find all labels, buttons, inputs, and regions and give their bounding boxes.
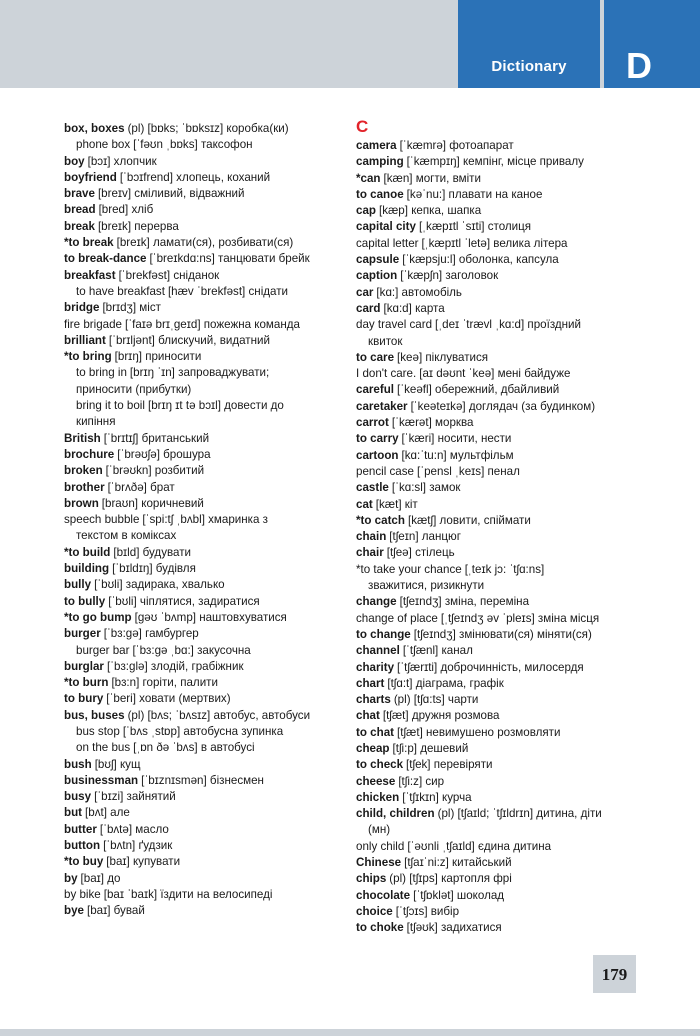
dictionary-entry	[64, 643, 346, 659]
headword: cartoon	[356, 448, 399, 462]
transcription-translation: [ˈkeəteɪkə] доглядач (за будинком)	[410, 399, 596, 413]
transcription-translation: [gəʊ ˈbʌmp] наштовхуватися	[134, 610, 287, 624]
headword: broken	[64, 464, 103, 478]
headword: but	[64, 806, 83, 820]
transcription-translation: [ˈbʌs ˌstɒp] автобусна зупинка	[122, 724, 284, 738]
dictionary-entry	[356, 219, 646, 235]
dictionary-entry	[64, 822, 346, 838]
transcription-translation: [ˈbrəʊkn] розбитий	[105, 464, 205, 478]
transcription-translation: [bɪld] будувати	[113, 545, 192, 559]
dictionary-entry	[64, 594, 346, 610]
dictionary-entry	[64, 219, 346, 235]
headword: charts	[356, 693, 391, 707]
dictionary-entry	[356, 529, 646, 545]
transcription-translation: [ˈkæpʃn] заголовок	[400, 269, 499, 283]
transcription-translation: [kæn] могти, вміти	[383, 171, 481, 185]
transcription-translation: [ˈfaɪə brɪˌgeɪd] пожежна команда	[125, 317, 300, 331]
headword: bus, buses	[64, 708, 125, 722]
transcription-translation: [bɜ:n] горіти, палити	[111, 676, 218, 690]
section-title: Dictionary	[491, 58, 567, 75]
headword: chain	[356, 530, 387, 544]
dictionary-entry	[356, 301, 646, 317]
headword: bread	[64, 203, 96, 217]
headword: to bring in	[76, 366, 127, 380]
headword: *to build	[64, 545, 111, 559]
headword: to bully	[64, 594, 106, 608]
headword: bully	[64, 578, 92, 592]
transcription-translation: [kɑ:] автомобіль	[376, 285, 462, 299]
headword: chat	[356, 709, 380, 723]
headword: burglar	[64, 659, 104, 673]
section-title-tab	[458, 0, 600, 88]
headword: I don't care.	[356, 367, 417, 381]
entry-continuation: кипіння	[76, 415, 116, 429]
transcription-translation: [ˌteɪk jɔ: ˈtʃɑ:ns]	[464, 562, 545, 576]
transcription-translation: [ˌkæpɪtl ˈletə] велика літера	[421, 236, 568, 250]
transcription-translation: [ˈbɜ:glə] злодій, грабіжник	[106, 659, 244, 673]
dictionary-entry	[356, 268, 646, 284]
headword: boy	[64, 154, 85, 168]
left-column	[64, 121, 346, 920]
transcription-translation: [ˈtʃɪkɪn] курча	[402, 790, 472, 804]
headword: boyfriend	[64, 170, 117, 184]
transcription-translation: [hæv ˈbrekfəst] снідати	[167, 284, 289, 298]
dictionary-entry	[64, 431, 346, 447]
transcription-translation: [tʃi:p] дешевий	[392, 741, 469, 755]
headword: brown	[64, 496, 99, 510]
dictionary-entry	[356, 627, 646, 643]
transcription-translation: [ˌɒn ðə ˈbʌs] в автобусі	[133, 741, 255, 755]
dictionary-entry	[356, 855, 646, 871]
transcription-translation: [breɪv] сміливий, відважний	[97, 187, 245, 201]
headword: brilliant	[64, 333, 106, 347]
transcription-translation: [tʃaɪˈni:z] китайський	[404, 856, 512, 870]
transcription-translation: [tʃeɪn] ланцюг	[389, 530, 461, 544]
dictionary-entry	[356, 562, 646, 578]
transcription-translation: [ˈbʌtn] ґудзик	[103, 839, 173, 853]
transcription-translation: [ˈbrəʊʃə] брошура	[117, 447, 211, 461]
dictionary-entry	[356, 480, 646, 496]
transcription-translation: [tʃek] перевіряти	[406, 758, 493, 772]
dictionary-entry	[64, 202, 346, 218]
headword: choice	[356, 904, 393, 918]
dictionary-entry	[64, 724, 346, 740]
dictionary-entry	[64, 284, 346, 300]
transcription-translation: [ˈfəʊn ˌbɒks] таксофон	[133, 138, 253, 152]
headword: bring it to boil	[76, 399, 145, 413]
headword: cheese	[356, 774, 396, 788]
transcription-translation: [brɪŋ] приносити	[114, 350, 202, 364]
transcription-translation: [ˈbɪldɪŋ] будівля	[112, 562, 196, 576]
dictionary-entry	[356, 399, 646, 415]
dictionary-entry	[64, 708, 346, 724]
headword: button	[64, 839, 101, 853]
headword: on the bus	[76, 741, 131, 755]
transcription-translation: [ˈbrekfəst] сніданок	[118, 268, 220, 282]
dictionary-entry	[64, 480, 346, 496]
headword: camera	[356, 139, 397, 152]
dictionary-entry	[64, 235, 346, 251]
right-column-entries	[356, 138, 646, 937]
headword: chart	[356, 676, 385, 690]
headword: caption	[356, 269, 398, 283]
headword: building	[64, 562, 110, 576]
headword: chicken	[356, 790, 400, 804]
transcription-translation: [ˌdeɪ ˈtrævl ˌkɑ:d] проїздний	[435, 318, 582, 332]
section-letter-badge: D	[626, 45, 652, 86]
dictionary-entry	[64, 610, 346, 626]
transcription-translation: [brɪdʒ] міст	[102, 301, 161, 315]
transcription-translation: [kɑ:ˈtu:n] мультфільм	[401, 448, 514, 462]
headword: bus stop	[76, 724, 120, 738]
headword: channel	[356, 644, 400, 658]
transcription-translation: [ˈbrʌðə] брат	[107, 480, 175, 494]
transcription-translation: [ˈbrɪljənt] блискучий, видатний	[108, 333, 270, 347]
transcription-translation: [ˈkeəfl] обережний, дбайливий	[397, 383, 560, 397]
transcription-translation: [aɪ dəʊnt ˈkeə] мені байдуже	[419, 367, 571, 381]
dictionary-entry	[64, 496, 346, 512]
entry-continuation: квиток	[368, 334, 403, 348]
dictionary-entry	[356, 888, 646, 904]
dictionary-entry	[64, 186, 346, 202]
transcription-translation: [ˈbɔɪfrend] хлопець, коханий	[119, 170, 271, 184]
dictionary-entry	[64, 154, 346, 170]
transcription-translation: [tʃæt] дружня розмова	[382, 709, 500, 723]
page-number: 179	[601, 965, 628, 984]
dictionary-entry	[356, 676, 646, 692]
dictionary-entry	[64, 887, 346, 903]
transcription-translation: [tʃɑ:t] діаграма, графік	[387, 676, 504, 690]
dictionary-entry	[64, 121, 346, 137]
dictionary-entry	[356, 643, 646, 659]
headword: cat	[356, 497, 373, 511]
headword: to canoe	[356, 187, 404, 201]
headword: bye	[64, 904, 84, 918]
headword: caretaker	[356, 399, 408, 413]
headword: chocolate	[356, 888, 411, 902]
dictionary-entry	[356, 431, 646, 447]
dictionary-entry	[64, 137, 346, 153]
headword: *to go bump	[64, 610, 132, 624]
dictionary-entry	[356, 138, 646, 154]
dictionary-entry	[356, 366, 646, 382]
dictionary-entry	[356, 725, 646, 741]
dictionary-entry	[64, 170, 346, 186]
transcription-translation: [brɪŋ ɪt tə bɔɪl] довести до	[147, 399, 284, 413]
entry-continuation: (мн)	[368, 823, 391, 837]
transcription-translation: [ˈkæmpɪŋ] кемпінг, місце привалу	[406, 155, 584, 169]
transcription-translation: [ˈbʊli] чіплятися, задиратися	[108, 594, 260, 608]
transcription-translation: [kɑ:d] карта	[383, 301, 445, 315]
transcription-translation: [ˈkɑ:sl] замок	[391, 481, 461, 495]
transcription-translation: [kætʃ] ловити, спіймати	[407, 513, 531, 527]
headword: bridge	[64, 301, 100, 315]
headword: child, children	[356, 807, 435, 821]
dictionary-entry	[64, 447, 346, 463]
dictionary-entry	[356, 382, 646, 398]
dictionary-entry	[64, 871, 346, 887]
transcription-translation: [ˈbɪznɪsmən] бізнесмен	[141, 773, 264, 787]
dictionary-entry	[356, 464, 646, 480]
transcription-translation: [kæp] кепка, шапка	[378, 204, 482, 218]
headword: bush	[64, 757, 92, 771]
headword: camping	[356, 155, 404, 169]
transcription-translation: [tʃi:z] сир	[398, 774, 445, 788]
headword: phone box	[76, 138, 131, 152]
dictionary-entry	[356, 203, 646, 219]
headword: charity	[356, 660, 395, 674]
headword: to bury	[64, 692, 104, 706]
dictionary-entry	[356, 448, 646, 464]
entry-continuation: приносити (прибутки)	[76, 382, 192, 396]
transcription-translation: [ˈberi] ховати (мертвих)	[106, 692, 231, 706]
headword: car	[356, 285, 374, 299]
transcription-translation: [tʃəʊk] задихатися	[406, 921, 502, 935]
headword: burger bar	[76, 643, 130, 657]
headword: fire brigade	[64, 317, 123, 331]
transcription-translation: [brɪŋ ˈɪn] запроваджувати;	[129, 366, 270, 380]
dictionary-entry	[356, 741, 646, 757]
transcription-translation: [tʃeə] стілець	[386, 546, 455, 560]
headword: cheap	[356, 741, 390, 755]
dictionary-entry	[356, 757, 646, 773]
dictionary-entry	[64, 463, 346, 479]
dictionary-entry	[64, 691, 346, 707]
dictionary-entry	[64, 561, 346, 577]
dictionary-entry	[64, 268, 346, 284]
headword: capital city	[356, 220, 416, 234]
dictionary-entry	[356, 252, 646, 268]
headword: businessman	[64, 773, 139, 787]
transcription-translation: [ˈtʃɔɪs] вибір	[395, 904, 460, 918]
dictionary-entry	[64, 545, 346, 561]
headword: British	[64, 431, 101, 445]
headword: chair	[356, 546, 384, 560]
dictionary-entry	[356, 611, 646, 627]
transcription-translation: [ˈspi:tʃ ˌbʌbl] хмаринка з	[142, 513, 268, 527]
headword: brochure	[64, 447, 115, 461]
headword: breakfast	[64, 268, 116, 282]
headword: by	[64, 871, 78, 885]
dictionary-entry	[64, 838, 346, 854]
transcription-translation: [ˈtʃænl] канал	[402, 644, 473, 658]
transcription-translation: [ˌkæpɪtl ˈsɪti] столиця	[418, 220, 532, 234]
dictionary-entry	[64, 659, 346, 675]
headword: *can	[356, 171, 381, 185]
dictionary-entry	[64, 740, 346, 756]
dictionary-entry	[356, 774, 646, 790]
dictionary-entry	[64, 626, 346, 642]
headword: change of place	[356, 611, 438, 625]
transcription-translation: [ˈkæri] носити, нести	[401, 432, 512, 446]
dictionary-entry	[356, 660, 646, 676]
headword: careful	[356, 383, 395, 397]
dictionary-entry	[356, 154, 646, 170]
headword: *to buy	[64, 855, 104, 869]
dictionary-entry	[356, 790, 646, 806]
dictionary-entry	[64, 854, 346, 870]
transcription-translation: (pl) [bɒks; ˈbɒksɪz] коробка(ки)	[127, 122, 289, 135]
dictionary-entry	[356, 415, 646, 431]
headword: *to catch	[356, 513, 405, 527]
dictionary-entry	[64, 805, 346, 821]
dictionary-entry	[356, 285, 646, 301]
transcription-translation: [braʊn] коричневий	[101, 496, 204, 510]
transcription-translation: [ˈkærət] морква	[391, 416, 474, 430]
headword: brother	[64, 480, 105, 494]
dictionary-entry	[64, 300, 346, 316]
headword: box, boxes	[64, 122, 125, 135]
headword: to have breakfast	[76, 284, 165, 298]
dictionary-entry	[356, 513, 646, 529]
headword: speech bubble	[64, 513, 140, 527]
dictionary-entry	[64, 757, 346, 773]
dictionary-entry	[64, 577, 346, 593]
headword: to break-dance	[64, 252, 147, 266]
transcription-translation: [breɪk] перерва	[97, 219, 179, 233]
transcription-translation: [bʊʃ] кущ	[94, 757, 141, 771]
headword: *to bring	[64, 350, 112, 364]
headword: capsule	[356, 253, 400, 267]
transcription-translation: [ˈbʊli] задирака, хвалько	[94, 578, 225, 592]
headword: butter	[64, 822, 97, 836]
dictionary-entry	[64, 773, 346, 789]
transcription-translation: [ˈbreɪkdɑ:ns] танцювати брейк	[149, 252, 310, 266]
transcription-translation: [bɔɪ] хлопчик	[87, 154, 157, 168]
transcription-translation: (pl) [bʌs; ˈbʌsɪz] автобус, автобуси	[127, 708, 311, 722]
letter-tab	[604, 0, 700, 88]
dictionary-entry	[64, 317, 346, 333]
headword: Chinese	[356, 856, 402, 870]
transcription-translation: [kæt] кіт	[375, 497, 418, 511]
entry-continuation: зважитися, ризикнути	[368, 579, 485, 593]
headword: day travel card	[356, 318, 433, 332]
headword: capital letter	[356, 236, 419, 250]
dictionary-entry	[356, 806, 646, 822]
transcription-translation: [ˈbɪzi] зайнятий	[94, 790, 176, 804]
transcription-translation: (pl) [tʃaɪld; ˈtʃɪldrɪn] дитина, діти	[437, 807, 602, 821]
dictionary-entry	[356, 236, 646, 252]
dictionary-entry	[356, 187, 646, 203]
dictionary-entry	[356, 920, 646, 936]
headword: busy	[64, 790, 92, 804]
dictionary-entry	[64, 512, 346, 528]
transcription-translation: [bʌt] але	[85, 806, 130, 820]
transcription-translation: [baɪ] до	[80, 871, 121, 885]
headword: change	[356, 595, 397, 609]
transcription-translation: [kəˈnu:] плавати на каное	[406, 187, 543, 201]
dictionary-entry	[356, 545, 646, 561]
page-number-box	[593, 955, 636, 993]
headword: chips	[356, 872, 387, 886]
dictionary-entry	[356, 497, 646, 513]
headword: burger	[64, 627, 101, 641]
transcription-translation: (pl) [tʃɑ:ts] чарти	[393, 693, 479, 707]
headword: *to take your chance	[356, 562, 462, 576]
headword: to choke	[356, 921, 404, 935]
transcription-translation: [ˈbrɪtɪʃ] британський	[103, 431, 210, 445]
headword: to chat	[356, 725, 395, 739]
headword: pencil case	[356, 464, 415, 478]
transcription-translation: [tʃeɪndʒ] зміна, переміна	[399, 595, 530, 609]
transcription-translation: [ˈtʃærɪti] доброчинність, милосердя	[397, 660, 584, 674]
transcription-translation: [ˈkæpsju:l] оболонка, капсула	[402, 253, 559, 267]
dictionary-entry	[356, 171, 646, 187]
transcription-translation: [keə] піклуватися	[397, 350, 489, 364]
transcription-translation: (pl) [tʃɪps] картопля фрі	[389, 872, 512, 886]
transcription-translation: [breɪk] ламати(ся), розбивати(ся)	[116, 236, 294, 250]
headword: to care	[356, 350, 395, 364]
transcription-translation: [baɪ] купувати	[106, 855, 181, 869]
dictionary-entry	[356, 692, 646, 708]
section-letter-c: C	[356, 117, 369, 136]
dictionary-entry	[356, 871, 646, 887]
footer-bar	[0, 1029, 700, 1036]
dictionary-entry	[64, 349, 346, 365]
entry-continuation: текстом в коміксах	[76, 529, 177, 543]
headword: to check	[356, 758, 404, 772]
dictionary-entry	[356, 594, 646, 610]
transcription-translation: [ˈpensl ˌkeɪs] пенал	[417, 464, 520, 478]
transcription-translation: [ˈkæmrə] фотоапарат	[399, 139, 514, 152]
dictionary-entry	[64, 365, 346, 381]
transcription-translation: [ˌtʃeɪndʒ əv ˈpleɪs] зміна місця	[440, 611, 600, 625]
transcription-translation: [ˈbɜ:gə ˌbɑ:] закусочна	[132, 643, 251, 657]
headword: *to break	[64, 236, 114, 250]
dictionary-entry	[64, 251, 346, 267]
dictionary-entry	[64, 398, 346, 414]
transcription-translation: [baɪ ˈbaɪk] їздити на велосипеді	[103, 887, 273, 901]
headword: *to burn	[64, 676, 109, 690]
transcription-translation: [tʃeɪndʒ] змінювати(ся) міняти(ся)	[413, 627, 592, 641]
headword: castle	[356, 481, 389, 495]
dictionary-entry	[356, 904, 646, 920]
headword: to carry	[356, 432, 399, 446]
transcription-translation: [baɪ] бувай	[86, 904, 145, 918]
transcription-translation: [ˈbɜ:gə] гамбургер	[103, 627, 199, 641]
headword: by bike	[64, 887, 101, 901]
right-column	[356, 117, 646, 937]
transcription-translation: [ˈtʃɒklət] шоколад	[413, 888, 505, 902]
dictionary-entry	[356, 317, 646, 333]
headword: break	[64, 219, 95, 233]
dictionary-entry	[64, 903, 346, 919]
dictionary-entry	[356, 839, 646, 855]
transcription-translation: [tʃæt] невимушено розмовляти	[397, 725, 561, 739]
dictionary-entry	[356, 350, 646, 366]
dictionary-entry	[64, 675, 346, 691]
headword: carrot	[356, 416, 389, 430]
headword: brave	[64, 187, 95, 201]
dictionary-entry	[356, 708, 646, 724]
headword: only child	[356, 839, 405, 853]
transcription-translation: [ˈbʌtə] масло	[99, 822, 169, 836]
headword: cap	[356, 204, 376, 218]
headword: to change	[356, 627, 411, 641]
transcription-translation: [ˈəʊnli ˌtʃaɪld] єдина дитина	[407, 839, 552, 853]
headword: card	[356, 301, 381, 315]
transcription-translation: [bred] хліб	[98, 203, 154, 217]
dictionary-entry	[64, 789, 346, 805]
dictionary-entry	[64, 333, 346, 349]
